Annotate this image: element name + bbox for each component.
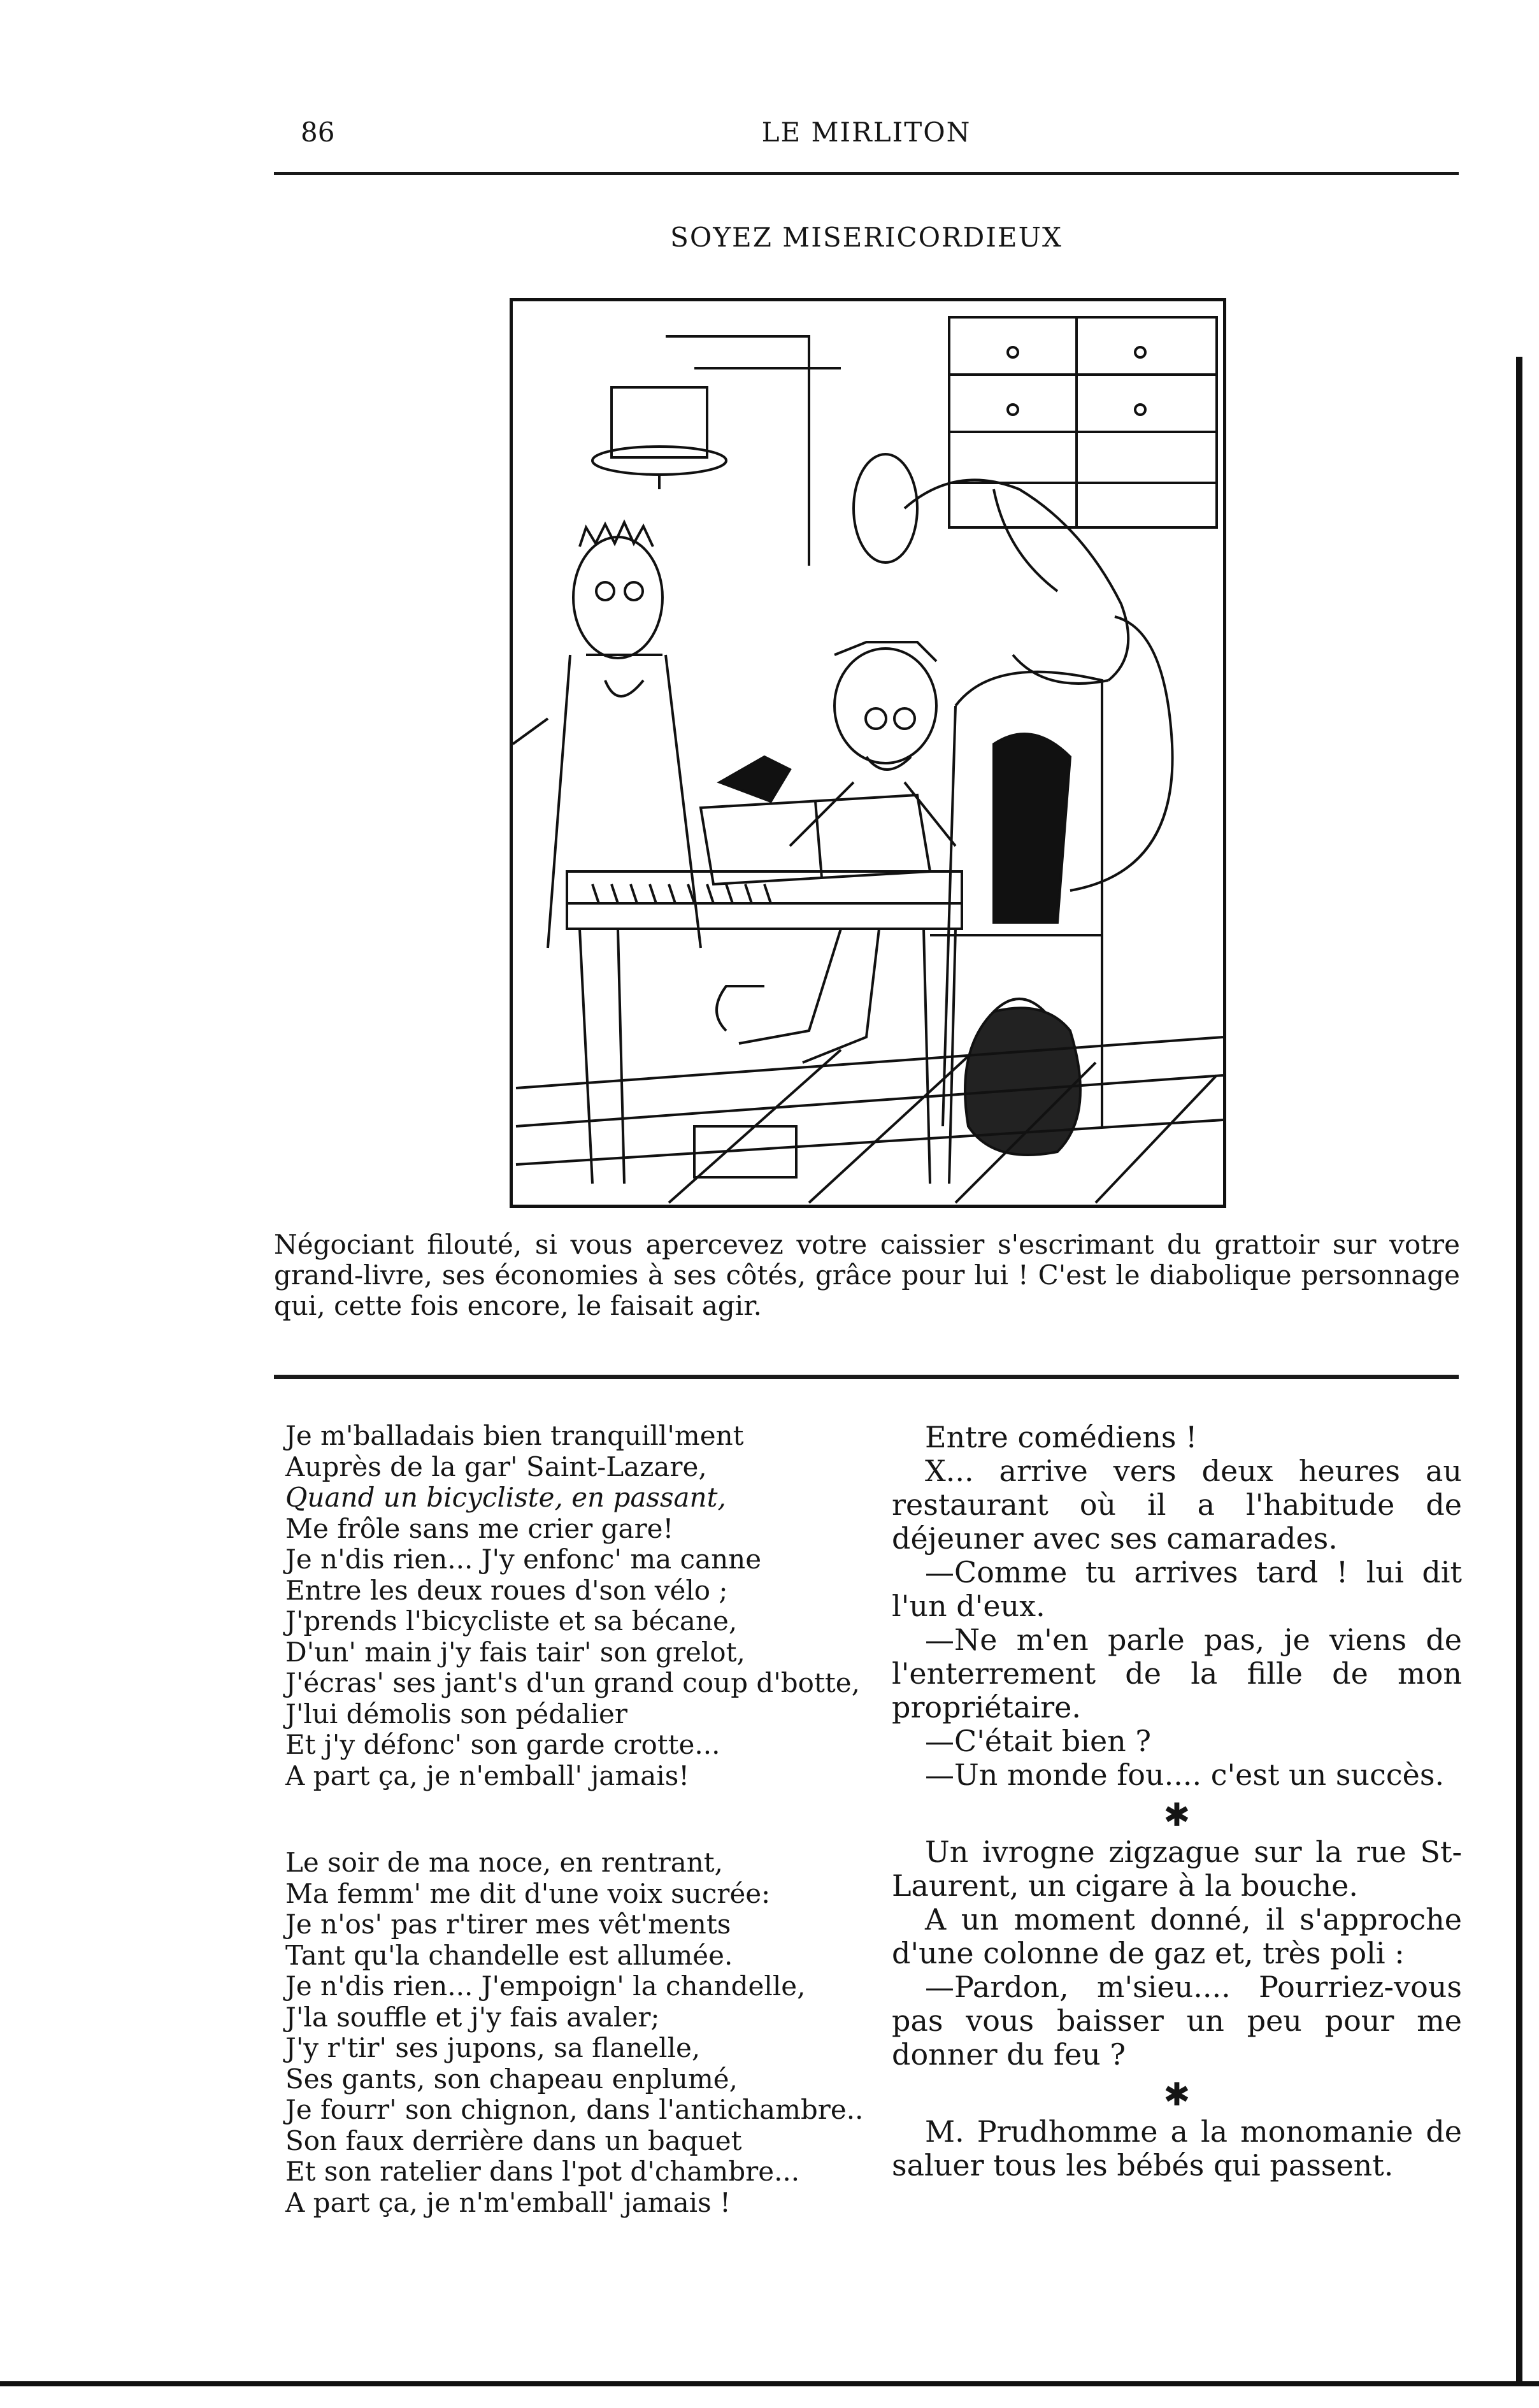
verse-line: Et son ratelier dans l'pot d'chambre... — [285, 2156, 800, 2187]
anecdote-paragraph: —C'était bien ? — [925, 1724, 1152, 1758]
anecdote-paragraph: X... arrive vers deux heures au restaurant où il a l'habitude de déjeuner avec ses camarades. — [892, 1454, 1462, 1556]
anecdote-heading: Entre comédiens ! — [925, 1420, 1198, 1454]
section-rule — [274, 1375, 1459, 1379]
cartoon-title: SOYEZ MISERICORDIEUX — [670, 222, 1063, 253]
verse-line: J'lui démolis son pédalier — [285, 1698, 627, 1730]
anecdote-paragraph: —Un monde fou.... c'est un succès. — [925, 1758, 1445, 1792]
verse-line: A part ça, je n'emball' jamais! — [285, 1759, 690, 1791]
anecdote-paragraph: Un ivrogne zigzague sur la rue St-Laurent, un cigare à la bouche. — [892, 1835, 1462, 1903]
running-head — [274, 111, 1459, 156]
poem-stanza-1 — [285, 1421, 891, 1791]
page-number: 86 — [301, 117, 335, 148]
verse-line: D'un' main j'y fais tair' son grelot, — [285, 1636, 745, 1668]
anecdote-paragraph: A un moment donné, il s'approche d'une colonne de gaz et, très poli : — [892, 1902, 1462, 1970]
asterisk-separator: ✱ — [1163, 2076, 1191, 2113]
verse-line: Je fourr' son chignon, dans l'antichambre.. — [285, 2094, 864, 2125]
asterisk-separator: ✱ — [1163, 1796, 1191, 1833]
scan-edge — [0, 2381, 1539, 2386]
cartoon-caption: Négociant filouté, si vous apercevez votre caissier s'escrimant du grattoir sur votre grand-livre, ses économies à ses côtés, grâce pour lui ! C'est le diabolique personnage qui, cette fois encore, le faisait agir. — [274, 1229, 1460, 1321]
verse-line: Ses gants, son chapeau enplumé, — [285, 2063, 738, 2095]
verse-line: Son faux derrière dans un baquet — [285, 2125, 742, 2156]
anecdote-paragraph: —Pardon, m'sieu.... Pourriez-vous pas vous baisser un peu pour me donner du feu ? — [892, 1970, 1462, 2072]
verse-line: A part ça, je n'm'emball' jamais ! — [285, 2186, 731, 2218]
verse-line: Le soir de ma noce, en rentrant, — [285, 1847, 724, 1878]
verse-line: Je m'balladais bien tranquill'ment — [285, 1420, 744, 1451]
poem-column — [285, 1421, 891, 2274]
verse-line: Entre les deux roues d'son vélo ; — [285, 1574, 728, 1606]
header-rule — [274, 172, 1459, 175]
verse-line: J'y r'tir' ses jupons, sa flanelle, — [285, 2032, 701, 2063]
anecdotes-column — [892, 1421, 1462, 2182]
journal-title: LE MIRLITON — [761, 117, 971, 148]
anecdote-paragraph: —Comme tu arrives tard ! lui dit l'un d'eux. — [892, 1555, 1462, 1623]
verse-line: J'prends l'bicycliste et sa bécane, — [285, 1605, 738, 1637]
poem-stanza-2 — [285, 1847, 891, 2218]
verse-line: J'la souffle et j'y fais avaler; — [285, 2001, 660, 2033]
verse-line: Ma femm' me dit d'une voix sucrée: — [285, 1877, 771, 1909]
verse-line: Quand un bicycliste, en passant, — [285, 1482, 726, 1513]
verse-line: Je n'os' pas r'tirer mes vêt'ments — [285, 1909, 731, 1940]
verse-line: Auprès de la gar' Saint-Lazare, — [285, 1451, 707, 1482]
verse-line: Me frôle sans me crier gare! — [285, 1512, 674, 1544]
cartoon-illustration — [510, 298, 1226, 1208]
verse-line: Tant qu'la chandelle est allumée. — [285, 1939, 733, 1971]
scan-edge — [1516, 357, 1522, 2383]
verse-line: Et j'y défonc' son garde crotte... — [285, 1729, 720, 1760]
verse-line: Je n'dis rien... J'y enfonc' ma canne — [285, 1544, 762, 1575]
anecdote-paragraph: —Ne m'en parle pas, je viens de l'enterrement de la fille de mon propriétaire. — [892, 1623, 1462, 1724]
verse-line: Je n'dis rien... J'empoign' la chandelle, — [285, 1970, 806, 2002]
anecdote-paragraph: M. Prudhomme a la monomanie de saluer tous les bébés qui passent. — [892, 2114, 1462, 2182]
verse-line: J'écras' ses jant's d'un grand coup d'botte, — [285, 1667, 860, 1698]
